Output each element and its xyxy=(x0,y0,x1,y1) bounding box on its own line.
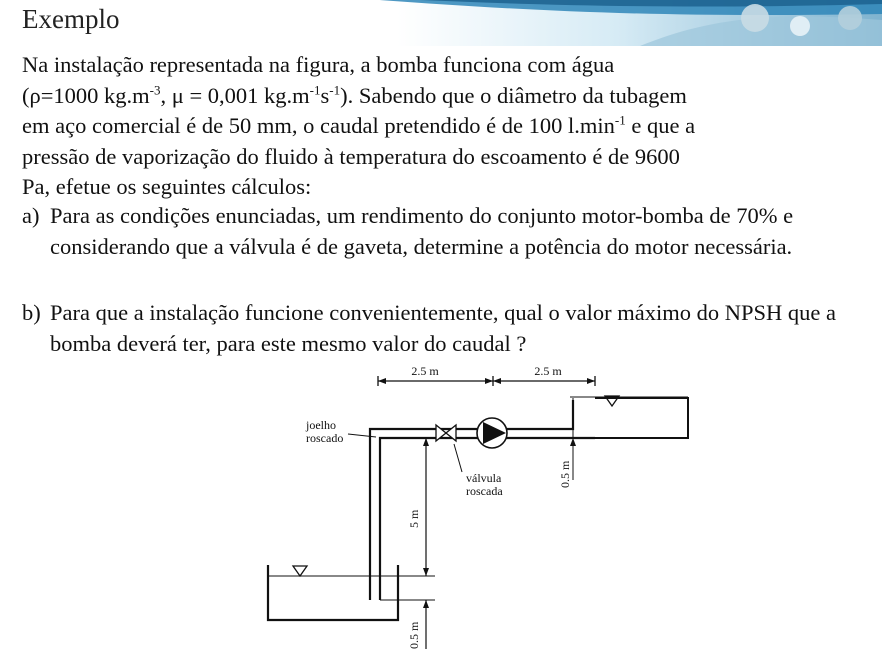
upper-tank xyxy=(595,398,688,438)
dim-label-right: 2.5 m xyxy=(534,364,562,378)
valve-label-1: válvula xyxy=(466,471,502,485)
intro-line-1: Na instalação representada na figura, a bomba funciona com água xyxy=(22,52,615,77)
intro-text: e que a xyxy=(625,113,696,138)
superscript: -1 xyxy=(614,112,626,128)
question-a-label: a) xyxy=(22,203,40,228)
problem-statement xyxy=(22,50,862,203)
superscript: -1 xyxy=(309,82,321,97)
dim-5m-label: 5 m xyxy=(407,509,421,528)
installation-diagram xyxy=(230,360,690,649)
dim-label-left: 2.5 m xyxy=(411,364,439,378)
dim-05-top-label: 0.5 m xyxy=(558,460,572,488)
elbow-leader xyxy=(348,434,376,437)
intro-text: (ρ=1000 kg.m xyxy=(22,82,150,108)
superscript: -1 xyxy=(329,82,341,97)
lower-tank xyxy=(268,565,398,620)
question-a xyxy=(22,201,862,262)
dim-05-bottom-label: 0.5 m xyxy=(407,621,421,649)
elbow-label-2: roscado xyxy=(306,431,344,445)
superscript: -3 xyxy=(149,82,161,97)
lower-level-icon xyxy=(293,566,307,576)
question-b-text: Para que a instalação funcione convenientemente, qual o valor máximo do NPSH que a bomba deverá ter, para este mesmo valor do caudal ? xyxy=(50,300,837,356)
dim-05-top-arrow xyxy=(570,438,576,446)
intro-line-5: Pa, efetue os seguintes cálculos: xyxy=(22,174,312,199)
intro-text: em aço comercial é de 50 mm, o caudal pretendido é de 100 l.min xyxy=(22,113,615,138)
intro-text: , μ = 0,001 kg.m xyxy=(160,82,310,108)
question-b xyxy=(22,298,862,359)
question-b-label: b) xyxy=(22,300,41,325)
page-title: Exemplo xyxy=(22,4,120,34)
intro-line-2 xyxy=(22,81,862,112)
valve-label-2: roscada xyxy=(466,484,503,498)
intro-line-3 xyxy=(22,111,862,142)
intro-text: ). Sabendo que o diâmetro da tubagem xyxy=(340,82,687,108)
header-banner xyxy=(0,0,882,46)
pipe-outer xyxy=(370,400,573,600)
question-a-text: Para as condições enunciadas, um rendimento do conjunto motor-bomba de 70% e considerando que a válvula é de gaveta, determine a potência do motor necessária. xyxy=(50,203,794,259)
intro-line-4: pressão de vaporização do fluido à temperatura do escoamento é de 9600 xyxy=(22,143,680,169)
dim-05-bottom-arrow xyxy=(423,600,429,608)
valve-leader xyxy=(454,444,462,472)
elbow-label-1: joelho xyxy=(306,418,336,432)
intro-text: s xyxy=(320,82,330,108)
